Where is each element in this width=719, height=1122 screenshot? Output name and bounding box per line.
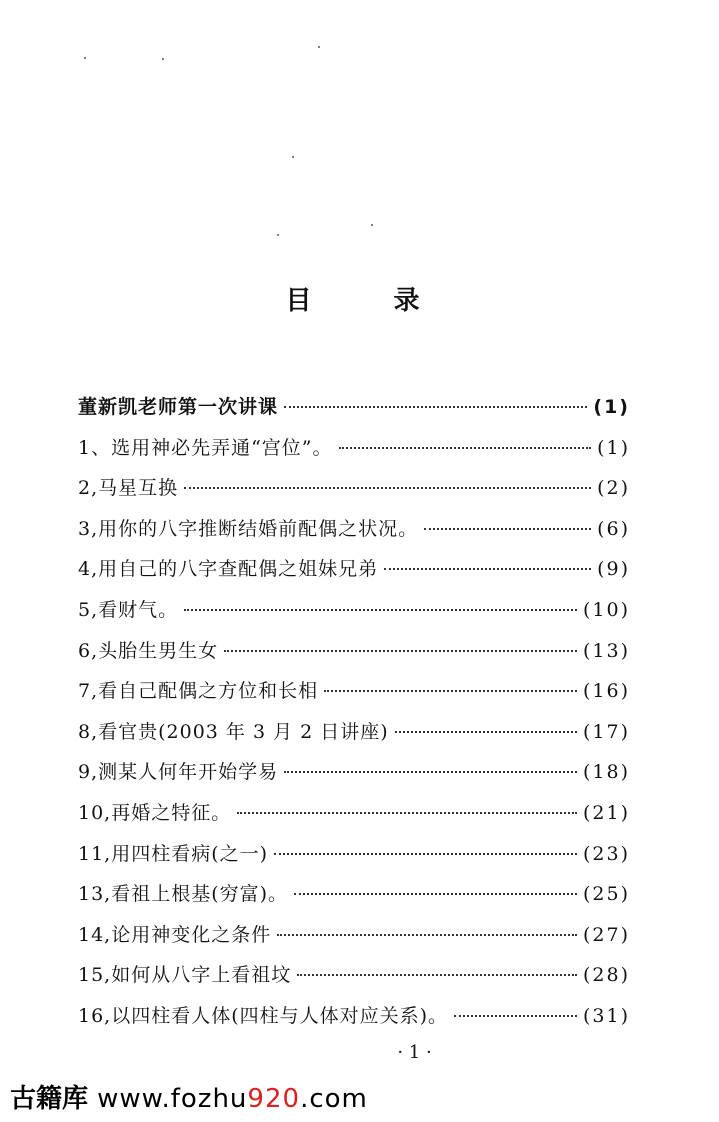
page-number: · 1 · xyxy=(397,1042,432,1063)
dot-leader xyxy=(454,1014,577,1017)
dot-leader xyxy=(395,730,577,733)
toc-entry-page: (1) xyxy=(597,436,630,459)
dot-leader xyxy=(237,811,577,814)
dot-leader xyxy=(324,689,577,692)
toc-entry xyxy=(78,798,630,839)
watermark-footer xyxy=(10,1078,368,1118)
scan-speck xyxy=(277,234,279,236)
toc-entry-label: 9,测某人何年开始学易 xyxy=(78,761,279,784)
toc-entry xyxy=(78,595,630,636)
dot-leader xyxy=(224,649,577,652)
toc-entry-label: 5,看财气。 xyxy=(78,598,179,621)
toc-entry xyxy=(78,920,630,961)
toc-entry-label: 8,看官贵(2003 年 3 月 2 日讲座) xyxy=(78,720,389,743)
toc-entry-label: 13,看祖上根基(穷富)。 xyxy=(78,883,289,906)
scan-speck xyxy=(371,224,373,226)
toc-entry-label: 2,马星互换 xyxy=(78,477,179,500)
dot-leader xyxy=(274,852,577,855)
toc-entry xyxy=(78,514,630,555)
toc-entry xyxy=(78,676,630,717)
toc-entry xyxy=(78,757,630,798)
toc-entry-label: 董新凯老师第一次讲课 xyxy=(78,396,279,418)
dot-leader xyxy=(294,892,577,895)
dot-leader xyxy=(284,405,587,408)
toc-entry-page: (9) xyxy=(597,558,630,581)
toc-entry-page: (27) xyxy=(582,923,630,946)
toc-entry-page: (1) xyxy=(593,396,630,418)
toc-entry xyxy=(78,717,630,758)
page-title: 目 录 xyxy=(285,286,448,316)
toc-entry-page: (10) xyxy=(582,598,630,621)
dot-leader xyxy=(339,446,592,449)
scan-speck xyxy=(84,57,86,59)
dot-leader xyxy=(284,770,577,773)
toc-entry-page: (18) xyxy=(582,761,630,784)
toc-entry-label: 10,再婚之特征。 xyxy=(78,801,232,824)
toc-entry-page: (16) xyxy=(582,680,630,703)
dot-leader xyxy=(184,608,577,611)
dot-leader xyxy=(297,973,577,976)
toc-entry-label: 14,论用神变化之条件 xyxy=(78,923,272,946)
toc-entry-page: (17) xyxy=(582,720,630,743)
toc-entry-label: 7,看自己配偶之方位和长相 xyxy=(78,680,319,703)
toc-entry-page: (13) xyxy=(582,639,630,662)
toc-entry-label: 16,以四柱看人体(四柱与人体对应关系)。 xyxy=(78,1004,449,1027)
toc-entry-label: 11,用四柱看病(之一) xyxy=(78,842,269,865)
toc-entry-page: (2) xyxy=(597,477,630,500)
toc-entry xyxy=(78,960,630,1001)
toc-entry-page: (21) xyxy=(582,801,630,824)
toc-entry-label: 15,如何从八字上看祖坟 xyxy=(78,964,292,987)
toc-heading xyxy=(78,392,630,433)
toc-entry xyxy=(78,879,630,920)
toc-entry-page: (23) xyxy=(582,842,630,865)
toc-entry-page: (28) xyxy=(582,964,630,987)
toc-entry-page: (25) xyxy=(582,883,630,906)
table-of-contents xyxy=(78,392,630,1042)
toc-entry-page: (6) xyxy=(597,517,630,540)
toc-entry xyxy=(78,1001,630,1042)
watermark-url-accent: 920 xyxy=(247,1084,301,1114)
watermark-brand: 古籍库 xyxy=(10,1084,89,1114)
toc-entry-label: 1、选用神必先弄通“宫位”。 xyxy=(78,436,333,459)
watermark-url-suffix: .com xyxy=(300,1084,368,1114)
toc-entry xyxy=(78,554,630,595)
scan-speck xyxy=(162,58,164,60)
watermark-url-prefix: www.fozhu xyxy=(97,1084,248,1114)
toc-entry-page: (31) xyxy=(582,1004,630,1027)
dot-leader xyxy=(424,527,591,530)
dot-leader xyxy=(277,933,577,936)
toc-entry xyxy=(78,433,630,474)
toc-entry-label: 4,用自己的八字查配偶之姐妹兄弟 xyxy=(78,558,379,581)
toc-entry xyxy=(78,473,630,514)
dot-leader xyxy=(184,486,591,489)
scan-speck xyxy=(318,46,320,48)
toc-entry-label: 3,用你的八字推断结婚前配偶之状况。 xyxy=(78,517,419,540)
toc-entry xyxy=(78,636,630,677)
toc-entry xyxy=(78,839,630,880)
dot-leader xyxy=(384,567,591,570)
watermark-url xyxy=(97,1084,368,1114)
scan-speck xyxy=(292,156,294,158)
toc-entry-label: 6,头胎生男生女 xyxy=(78,639,219,662)
